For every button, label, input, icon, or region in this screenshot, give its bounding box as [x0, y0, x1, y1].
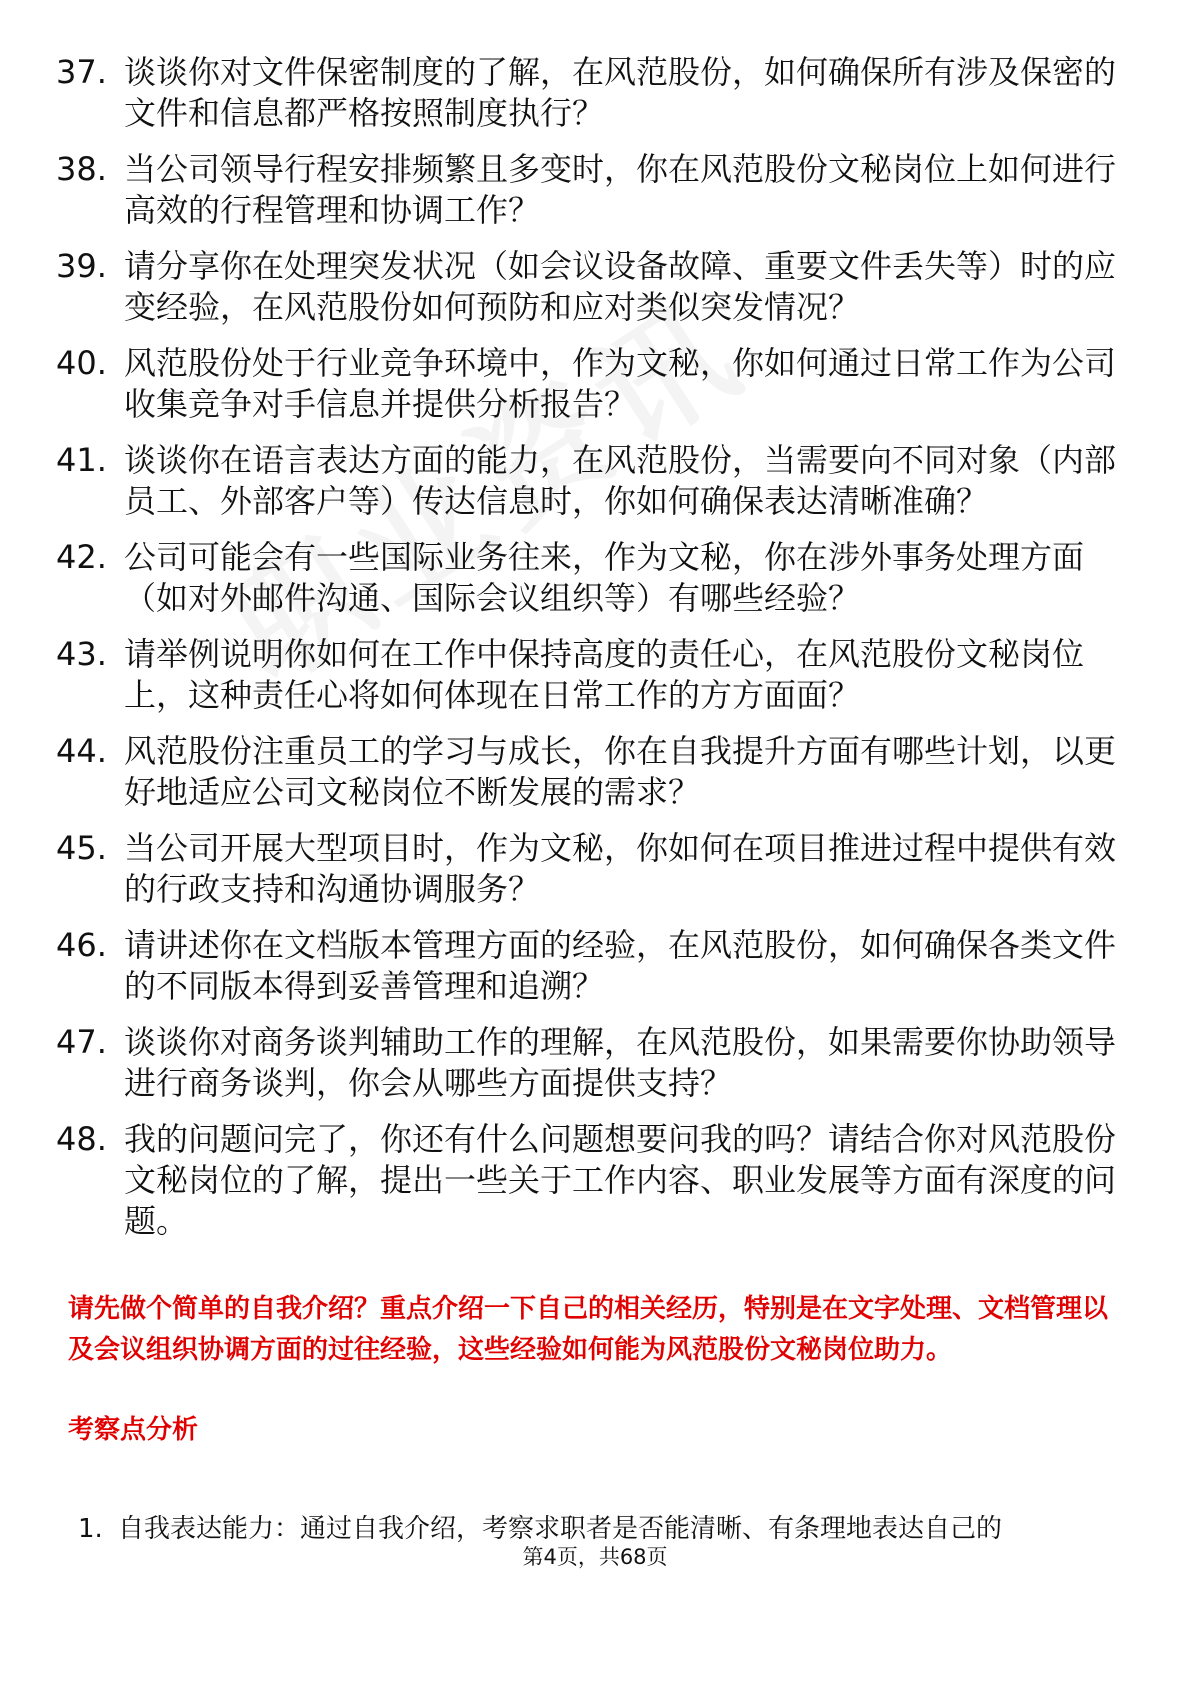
question-number: 38.	[56, 150, 107, 188]
question-number: 43.	[56, 635, 107, 673]
question-number: 37.	[56, 53, 107, 91]
question-text: 风范股份注重员工的学习与成长，你在自我提升方面有哪些计划，以更好地适应公司文秘岗位不断发展的需求？	[124, 732, 1117, 811]
question-item	[56, 1022, 1136, 1104]
question-text: 公司可能会有一些国际业务往来，作为文秘，你在涉外事务处理方面（如对外邮件沟通、国际会议组织等）有哪些经验？	[124, 538, 1085, 617]
question-text: 请分享你在处理突发状况（如会议设备故障、重要文件丢失等）时的应变经验，在风范股份如何预防和应对类似突发情况？	[124, 247, 1117, 326]
question-text: 谈谈你对商务谈判辅助工作的理解，在风范股份，如果需要你协助领导进行商务谈判，你会从哪些方面提供支持？	[124, 1023, 1117, 1102]
question-number: 42.	[56, 538, 107, 576]
question-item	[56, 52, 1136, 134]
question-item	[56, 246, 1136, 328]
question-item	[56, 440, 1136, 522]
question-number: 46.	[56, 926, 107, 964]
question-item	[56, 925, 1136, 1007]
question-text: 谈谈你在语言表达方面的能力，在风范股份，当需要向不同对象（内部员工、外部客户等）传达信息时，你如何确保表达清晰准确？	[124, 441, 1117, 520]
question-number: 41.	[56, 441, 107, 479]
question-item	[56, 1119, 1136, 1242]
question-item	[56, 149, 1136, 231]
question-number: 39.	[56, 247, 107, 285]
highlight-question: 请先做个简单的自我介绍？重点介绍一下自己的相关经历，特别是在文字处理、文档管理以及会议组织协调方面的过往经验，这些经验如何能为风范股份文秘岗位助力。	[68, 1294, 1109, 1365]
question-list	[56, 52, 1136, 1257]
question-text: 我的问题问完了，你还有什么问题想要问我的吗？请结合你对风范股份文秘岗位的了解，提出一些关于工作内容、职业发展等方面有深度的问题。	[124, 1120, 1117, 1240]
question-number: 44.	[56, 732, 107, 770]
question-item	[56, 828, 1136, 910]
analysis-text: 自我表达能力：通过自我介绍，考察求职者是否能清晰、有条理地表达自己的	[118, 1514, 1003, 1544]
question-text: 请讲述你在文档版本管理方面的经验，在风范股份，如何确保各类文件的不同版本得到妥善管理和追溯？	[124, 926, 1117, 1005]
question-item	[56, 537, 1136, 619]
question-item	[56, 634, 1136, 716]
question-number: 47.	[56, 1023, 107, 1061]
question-item	[56, 731, 1136, 813]
question-text: 当公司开展大型项目时，作为文秘，你如何在项目推进过程中提供有效的行政支持和沟通协调服务？	[124, 829, 1117, 908]
question-text: 请举例说明你如何在工作中保持高度的责任心，在风范股份文秘岗位上，这种责任心将如何体现在日常工作的方方面面？	[124, 635, 1085, 714]
analysis-number: 1.	[78, 1514, 103, 1544]
question-item	[56, 343, 1136, 425]
question-number: 45.	[56, 829, 107, 867]
question-text: 风范股份处于行业竞争环境中，作为文秘，你如何通过日常工作为公司收集竞争对手信息并提供分析报告？	[124, 344, 1117, 423]
question-number: 48.	[56, 1120, 107, 1158]
question-text: 谈谈你对文件保密制度的了解，在风范股份，如何确保所有涉及保密的文件和信息都严格按照制度执行？	[124, 53, 1117, 132]
analysis-title: 考察点分析	[68, 1415, 199, 1445]
page-number: 第4页，共68页	[522, 1545, 668, 1569]
question-number: 40.	[56, 344, 107, 382]
question-text: 当公司领导行程安排频繁且多变时，你在风范股份文秘岗位上如何进行高效的行程管理和协调工作？	[124, 150, 1117, 229]
